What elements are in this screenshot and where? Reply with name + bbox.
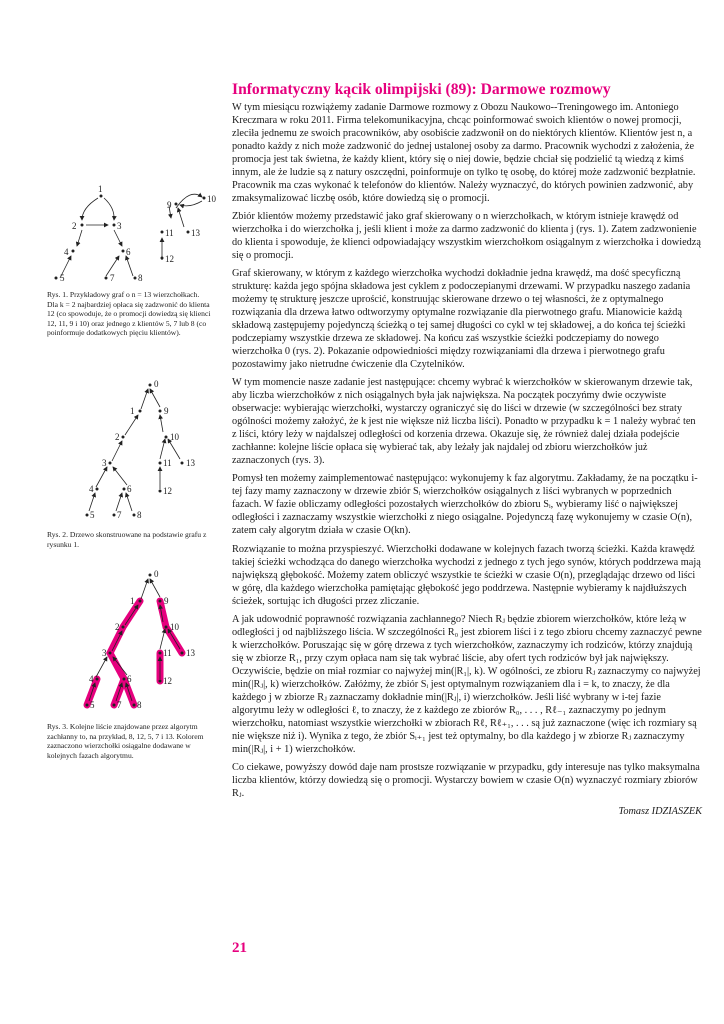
fig3-node-7: 7 xyxy=(117,700,122,710)
fig1-node-5: 5 xyxy=(60,273,65,283)
fig2-node-2: 2 xyxy=(115,432,120,442)
fig3-node-3: 3 xyxy=(102,648,107,658)
figure-3-caption: Rys. 3. Kolejne liście znajdowane przez algorytm zachłanny to, na przykład, 8, 12, 5, 7 i 13. Kolorem zaznaczono wierzchołki osiągalne dodawane w kolejnych fazach algorytmu. xyxy=(47,722,204,760)
paragraph-5: Pomysł ten możemy zaimplementować następująco: wykonujemy k faz algorytmu. Zakładamy, że na początku i-tej fazy mamy zaznaczony w drzewie zbiór Sᵢ wierzchołków osiągalnych z liści wybranych w poprzednich fazach. W fazie obliczamy odległości pozostałych wierzchołków do zbioru Sᵢ, wybieramy liść o największej odległości i zaznaczamy wszystkie wierzchołki z niego osiągalne. Pojedynczą fazę wykonujemy w czasie O(n), zatem cały algorytm działa w czasie O(kn). xyxy=(232,473,698,537)
fig2-node-13: 13 xyxy=(186,458,195,468)
paragraph-1: W tym miesiącu rozwiążemy zadanie Darmowe rozmowy z Obozu Naukowo--Treningowego im. Antoniego Kreczmara w roku 2011. Firma telekomunikacyjna, chcąc poinformować swoich klientów o nowej promocji, zleciła jednemu ze swoich pracowników, aby osobiście zadzwonił on do niektórych klientów. Klientów jest n, a ponadto każdy z nich może zadzwonić do jednej ustalonej osoby za darmo. Pracownik wychodzi z założenia, że promocja jest tak świetna, że każdy klient, który się o niej dowie, będzie chciał się podzielić tą wiedzą z kimś innym, ale że ludzie są z natury oszczędni, poinformuje on tylko tę osobę, do której może zadzwonić bezpłatnie. Pracownik ma czas wykonać k telefonów do klientów. Należy wyznaczyć, do których powinien zadzwonić, aby zmaksymalizować liczbę osób, które dowiedzą się o promocji. xyxy=(232,102,696,205)
fig1-node-9: 9 xyxy=(167,200,172,210)
paragraph-8: Co ciekawe, powyższy dowód daje nam prostsze rozwiązanie w przypadku, gdy interesuje nas tylko maksymalna liczba klientów, którzy dowiedzą się o promocji. Wystarczy bowiem w czasie O(n) wyznaczyć rozmiary zbiorów Rⱼ. xyxy=(232,761,700,799)
fig3-node-5: 5 xyxy=(90,700,95,710)
fig3-node-11: 11 xyxy=(163,648,172,658)
fig2-node-5: 5 xyxy=(90,510,95,520)
fig1-node-12: 12 xyxy=(165,254,174,264)
fig1-node-10: 10 xyxy=(207,194,216,204)
fig3-node-4: 4 xyxy=(89,674,94,684)
article-body xyxy=(232,101,702,823)
fig1-node-13: 13 xyxy=(191,228,200,238)
fig3-node-6: 6 xyxy=(127,674,132,684)
fig1-node-4: 4 xyxy=(64,247,69,257)
fig1-node-7: 7 xyxy=(110,273,115,283)
paragraph-6: Rozwiązanie to można przyspieszyć. Wierzchołki dodawane w kolejnych fazach tworzą ścieżki. Każda krawędź takiej ścieżki wchodząca do danego wierzchołka wychodzi z jednego z tych jego synów, których poddrzewa mają największą głębokość. Możemy zatem obliczyć wszystkie te ścieżki w czasie O(n), przeglądając drzewo od liści w górę, dla każdego wierzchołka pamiętając głębokość jego poddrzewa. Następnie wybieramy k najdłuższych ścieżek, sortując ich długości przez zliczanie. xyxy=(232,543,701,607)
fig2-node-8: 8 xyxy=(137,510,142,520)
fig2-node-0: 0 xyxy=(154,379,159,389)
fig1-node-2: 2 xyxy=(72,221,77,231)
fig2-node-4: 4 xyxy=(89,484,94,494)
figure-1-caption: Rys. 1. Przykładowy graf o n = 13 wierzchołkach. Dla k = 2 najbardziej opłaca się zadzwonić do klienta 12 (co spowoduje, że o promocji dowiedzą się klienci 12, 11, 9 i 10) oraz jednego z klientów 5, 7 lub 8 (co poinformuje dodatkowych pięciu klientów). xyxy=(47,290,211,337)
fig3-node-0: 0 xyxy=(154,569,159,579)
fig2-node-12: 12 xyxy=(163,486,172,496)
article-title: Informatyczny kącik olimpijski (89): Darmowe rozmowy xyxy=(232,81,611,98)
paragraph-2: Zbiór klientów możemy przedstawić jako graf skierowany o n wierzchołkach, w którym istnieje krawędź od wierzchołka i do wierzchołka j, jeśli klient i może za darmo zadzwonić do klienta j (rys. 1). Zatem zadzwonienie do klienta i spowoduje, że klienci odpowiadający wszystkim wierzchołkom osiągalnym z wierzchołka i dowiedzą się o promocji. xyxy=(232,211,701,262)
fig2-node-10: 10 xyxy=(170,432,179,442)
fig3-node-8: 8 xyxy=(137,700,142,710)
fig1-node-1: 1 xyxy=(98,184,103,194)
fig2-node-7: 7 xyxy=(117,510,122,520)
figure-3-tree-highlighted xyxy=(70,565,210,715)
fig1-node-3: 3 xyxy=(117,221,122,231)
fig3-node-10: 10 xyxy=(170,622,179,632)
fig1-node-8: 8 xyxy=(138,273,143,283)
figure-2-tree xyxy=(70,375,210,525)
fig2-node-11: 11 xyxy=(163,458,172,468)
fig2-node-9: 9 xyxy=(164,406,169,416)
figure-1-graph xyxy=(20,180,230,290)
paragraph-7: A jak udowodnić poprawność rozwiązania zachłannego? Niech Rⱼ będzie zbiorem wierzchołków, które leżą w odległości j od najbliższego liścia. W szczególności R₀ jest zbiorem liści i z tego zbioru chcemy zaznaczyć pewne k wierzchołków. Poruszając się w górę drzewa z tych wierzchołków, zaznaczymy ich rodziców, którzy znajdują się w zbiorze R₁, przy czym opłaca nam się tak wybrać liście, aby ofert tych rodziców był jak największy. Oczywiście, będzie on miał rozmiar co najwyżej min(|R₁|, k). W ogólności, ze zbioru Rⱼ zaznaczymy co najwyżej min(|Rⱼ|, k) wierzchołków. Załóżmy, że zbiór Sᵢ jest optymalnym rozwiązaniem dla i = k, to znaczy, że dla każdego j w zbiorze Rⱼ zaznaczamy dokładnie min(|Rⱼ|, i) wierzchołków. Jeśli liść wybrany w i-tej fazie algorytmu leży w odległości ℓ, to znaczy, że z każdego ze zbiorów R₀, . . . , Rℓ₋₁ zaznaczymy po jednym wierzchołku, natomiast wszystkie wierzchołki w zbiorach Rℓ, Rℓ₊₁, . . . są już zaznaczone (więc ich rozmiary są nie większe niż i). Wynika z tego, że zbiór Sᵢ₊₁ jest też optymalny, bo dla każdego j w zbiorze Rⱼ zaznaczymy min(|Rⱼ|, i + 1) wierzchołków. xyxy=(232,613,702,755)
page-number: 21 xyxy=(232,940,247,956)
fig1-node-11: 11 xyxy=(165,228,174,238)
fig2-node-1: 1 xyxy=(130,406,135,416)
fig3-node-2: 2 xyxy=(115,622,120,632)
fig3-node-1: 1 xyxy=(130,596,135,606)
paragraph-3: Graf skierowany, w którym z każdego wierzchołka wychodzi dokładnie jedna krawędź, ma dość specyficzną strukturę: każda jego spójna składowa jest cyklem z podoczepianymi drzewami. W przypadku naszego zadania możemy tę strukturę jeszcze uprościć, konstruując skierowane drzewo o tej własności, że z optymalnego rozwiązania dla drzewa łatwo odtworzymy optymalne rozwiązanie dla pierwotnego grafu. Mianowicie każdą składową zastępujemy pojedynczą ścieżką o tej samej długości co cykl w tej składowej, a do końca tej ścieżki podczepiamy wszystkie drzewa ze składowej. Na końcu zaś wszystkie ścieżki podczepiamy do nowego wierzchołka 0 (rys. 2). Pokazanie odpowiedniości między rozwiązaniami dla drzewa i pierwotnego grafu pozostawimy jako nietrudne ćwiczenie dla Czytelników. xyxy=(232,268,691,371)
paragraph-4: W tym momencie nasze zadanie jest następujące: chcemy wybrać k wierzchołków w skierowanym drzewie tak, aby liczba wierzchołków z nich osiągalnych była jak największa. Na początek poczyńmy dwie oczywiste obserwacje: wybierając wierzchołki, wystarczy ograniczyć się do liści w drzewie (w szczególności bez straty ogólności możemy założyć, że k jest nie większe niż liczba liści). Ponadto w przypadku k = 1 należy wybrać ten z liści, który leży w najdalszej odległości od korzenia drzewa. Okazuje się, że również dalej działa podejście zachłanne: kolejne liście opłaca się wybierać tak, aby leżały jak najdalej od zbioru wierzchołków już zaznaczonych (rys. 3). xyxy=(232,377,696,467)
fig3-node-12: 12 xyxy=(163,676,172,686)
fig3-node-13: 13 xyxy=(186,648,195,658)
fig2-node-3: 3 xyxy=(102,458,107,468)
fig1-node-6: 6 xyxy=(126,247,131,257)
fig3-node-9: 9 xyxy=(164,596,169,606)
author-signature: Tomasz IDZIASZEK xyxy=(618,805,702,817)
fig2-node-6: 6 xyxy=(127,484,132,494)
figure-2-caption: Rys. 2. Drzewo skonstruowane na podstawie grafu z rysunku 1. xyxy=(47,530,207,549)
